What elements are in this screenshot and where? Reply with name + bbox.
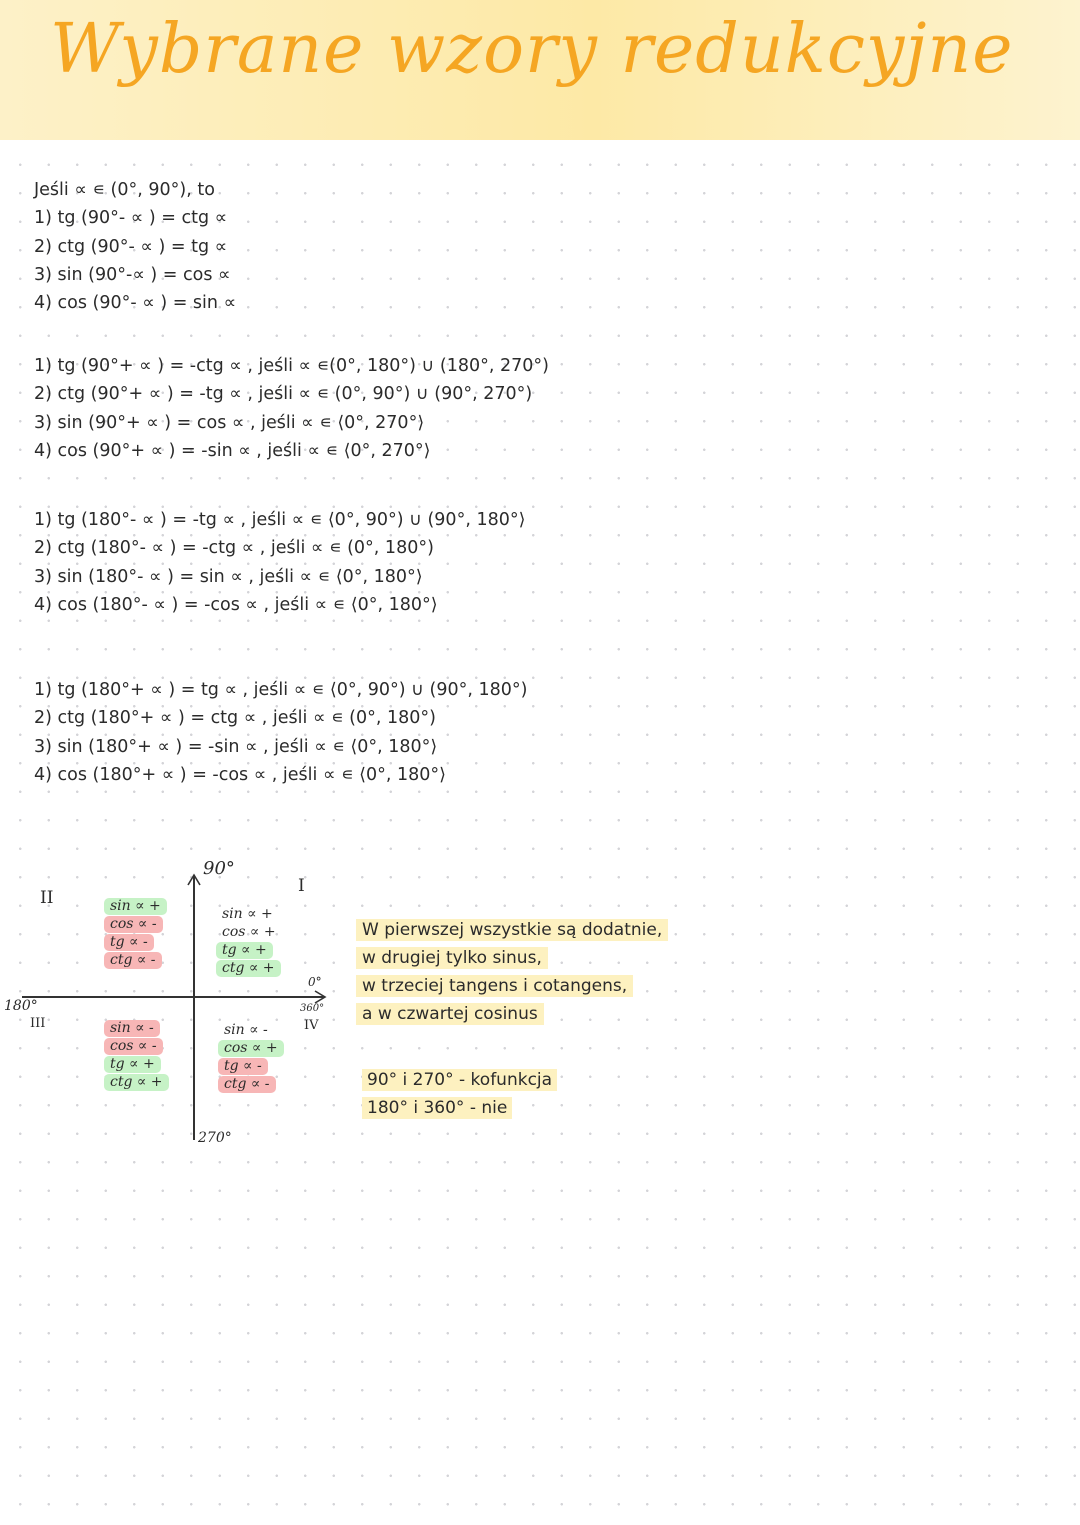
sign-tg: tg ∝ + <box>104 1056 161 1073</box>
quadrant-number-3: III <box>30 1016 46 1031</box>
formula-line: 4) cos (180°- ∝ ) = -cos ∝ , jeśli ∝ ∊ ⟨0°, 180°⟩ <box>34 594 438 615</box>
formula-line: 3) sin (180°+ ∝ ) = -sin ∝ , jeśli ∝ ∊ ⟨0°, 180°⟩ <box>34 736 438 757</box>
sign-cos: cos ∝ + <box>218 1040 284 1057</box>
formula-line: 3) sin (180°- ∝ ) = sin ∝ , jeśli ∝ ∊ ⟨0°, 180°⟩ <box>34 566 423 587</box>
sign-cos: cos ∝ - <box>104 916 163 933</box>
sign-ctg: ctg ∝ + <box>104 1074 169 1091</box>
axis-label-270: 270° <box>198 1130 232 1146</box>
formula-line: 3) sin (90°-∝ ) = cos ∝ <box>34 264 231 285</box>
sign-tg: tg ∝ - <box>218 1058 268 1075</box>
sign-sin: sin ∝ - <box>224 1022 268 1038</box>
rule-line: w trzeciej tangens i cotangens, <box>356 974 633 998</box>
sign-ctg: ctg ∝ - <box>104 952 162 969</box>
formula-line: 1) tg (90°+ ∝ ) = -ctg ∝ , jeśli ∝ ∊(0°, 180°) ∪ (180°, 270°) <box>34 356 549 376</box>
sign-cos: cos ∝ - <box>104 1038 163 1055</box>
axis-label-90: 90° <box>203 858 235 879</box>
formula-line: 2) ctg (90°- ∝ ) = tg ∝ <box>34 236 228 257</box>
quadrant-1-signs <box>216 906 282 978</box>
rule-line: w drugiej tylko sinus, <box>356 946 548 970</box>
formula-line: 1) tg (90°- ∝ ) = ctg ∝ <box>34 208 228 229</box>
rule-line: W pierwszej wszystkie są dodatnie, <box>356 918 668 942</box>
sign-sin: sin ∝ + <box>222 906 273 922</box>
sign-cos: cos ∝ + <box>222 924 276 940</box>
formula-line: 4) cos (90°+ ∝ ) = -sin ∝ , jeśli ∝ ∊ ⟨0°, 270°⟩ <box>34 440 431 461</box>
sign-tg: tg ∝ - <box>104 934 154 951</box>
quadrant-2-signs <box>104 898 167 970</box>
quadrant-3-signs <box>104 1020 169 1092</box>
formula-line: 3) sin (90°+ ∝ ) = cos ∝ , jeśli ∝ ∊ ⟨0°, 270°⟩ <box>34 412 425 433</box>
quadrant-number-2: II <box>40 888 54 908</box>
sign-ctg: ctg ∝ + <box>216 960 281 977</box>
page-title: Wybrane wzory redukcyjne <box>50 10 1014 89</box>
section1-intro: Jeśli ∝ ∊ (0°, 90°), to <box>34 180 215 200</box>
sign-sin: sin ∝ - <box>104 1020 160 1037</box>
sign-tg: tg ∝ + <box>216 942 273 959</box>
axis-label-360: 360° <box>300 1003 325 1014</box>
cofunction-note: 180° i 360° - nie <box>362 1098 512 1118</box>
formula-line: 1) tg (180°- ∝ ) = -tg ∝ , jeśli ∝ ∊ ⟨0°, 90°) ∪ (90°, 180°⟩ <box>34 510 526 530</box>
formula-line: 4) cos (90°- ∝ ) = sin ∝ <box>34 293 237 314</box>
quadrant-number-4: IV <box>304 1018 319 1033</box>
axis-label-180: 180° <box>4 998 38 1014</box>
cofunction-note: 90° i 270° - kofunkcja <box>362 1070 557 1090</box>
quadrant-4-signs <box>218 1022 284 1094</box>
rule-line: a w czwartej cosinus <box>356 1002 544 1026</box>
axis-label-0: 0° <box>308 975 322 989</box>
sign-sin: sin ∝ + <box>104 898 167 915</box>
formula-line: 4) cos (180°+ ∝ ) = -cos ∝ , jeśli ∝ ∊ ⟨0°, 180°⟩ <box>34 764 446 785</box>
sign-ctg: ctg ∝ - <box>218 1076 276 1093</box>
formula-line: 2) ctg (90°+ ∝ ) = -tg ∝ , jeśli ∝ ∊ (0°, 90°) ∪ (90°, 270°) <box>34 384 533 405</box>
quadrant-number-1: I <box>298 876 305 896</box>
formula-line: 1) tg (180°+ ∝ ) = tg ∝ , jeśli ∝ ∊ ⟨0°, 90°) ∪ (90°, 180°) <box>34 680 528 700</box>
formula-line: 2) ctg (180°+ ∝ ) = ctg ∝ , jeśli ∝ ∊ (0°, 180°) <box>34 708 436 729</box>
formula-line: 2) ctg (180°- ∝ ) = -ctg ∝ , jeśli ∝ ∊ (0°, 180°) <box>34 538 434 559</box>
